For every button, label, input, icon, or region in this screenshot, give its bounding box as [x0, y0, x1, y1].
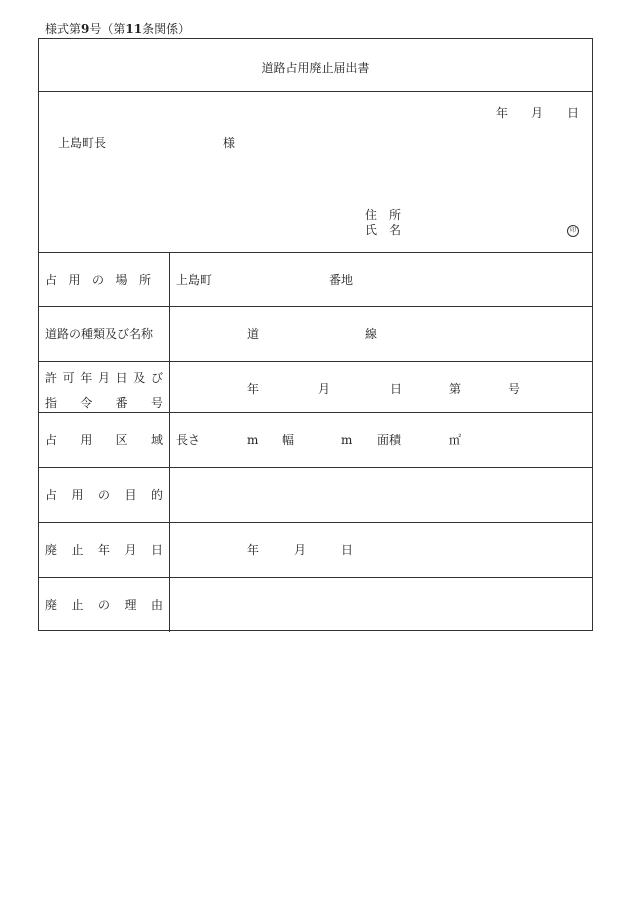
addressee-honorific: 様: [223, 136, 236, 150]
abolition-month: 月: [294, 543, 307, 557]
row-divider: [39, 91, 592, 92]
length-label: 長さ: [176, 433, 201, 447]
purpose-label: 占 用 の 目 的: [45, 488, 163, 502]
permit-go: 号: [508, 382, 521, 396]
road-suffix: 道: [247, 327, 260, 341]
location-town: 上島町: [176, 273, 213, 287]
area-measure-label: 面積: [377, 433, 402, 447]
width-unit: m: [341, 433, 353, 447]
date-year: 年: [496, 106, 509, 120]
row-divider: [39, 412, 592, 413]
location-label: 占 用 の 場 所: [45, 273, 151, 287]
form-table: [38, 38, 593, 631]
row-divider: [39, 361, 592, 362]
permit-label-line2: 指 令 番 号: [45, 396, 163, 410]
seal-mark: 印: [567, 225, 579, 237]
abolition-reason-label: 廃 止 の 理 由: [45, 598, 163, 612]
permit-dai: 第: [449, 382, 462, 396]
length-unit: m: [247, 433, 259, 447]
row-divider: [39, 306, 592, 307]
permit-label-line1: 許 可 年 月 日 及 び: [45, 371, 163, 385]
permit-day: 日: [390, 382, 403, 396]
abolition-date-label: 廃 止 年 月 日: [45, 543, 163, 557]
permit-month: 月: [318, 382, 331, 396]
document-title: 道路占用廃止届出書: [261, 61, 370, 75]
form-number: 様式第9号（第11条関係）: [45, 22, 191, 36]
abolition-year: 年: [247, 543, 260, 557]
row-divider: [39, 522, 592, 523]
address-label: 住 所: [365, 208, 401, 222]
location-banchi: 番地: [329, 273, 354, 287]
area-unit: ㎡: [449, 433, 462, 447]
row-divider: [39, 252, 592, 253]
name-label: 氏 名: [365, 223, 401, 237]
date-month: 月: [531, 106, 544, 120]
line-suffix: 線: [365, 327, 378, 341]
column-divider: [169, 252, 170, 632]
date-day: 日: [567, 106, 580, 120]
row-divider: [39, 467, 592, 468]
width-label: 幅: [282, 433, 295, 447]
road-label: 道路の種類及び名称: [45, 327, 154, 341]
addressee-name: 上島町長: [58, 136, 107, 150]
abolition-day: 日: [341, 543, 354, 557]
area-label: 占 用 区 域: [45, 433, 163, 447]
row-divider: [39, 577, 592, 578]
permit-year: 年: [247, 382, 260, 396]
